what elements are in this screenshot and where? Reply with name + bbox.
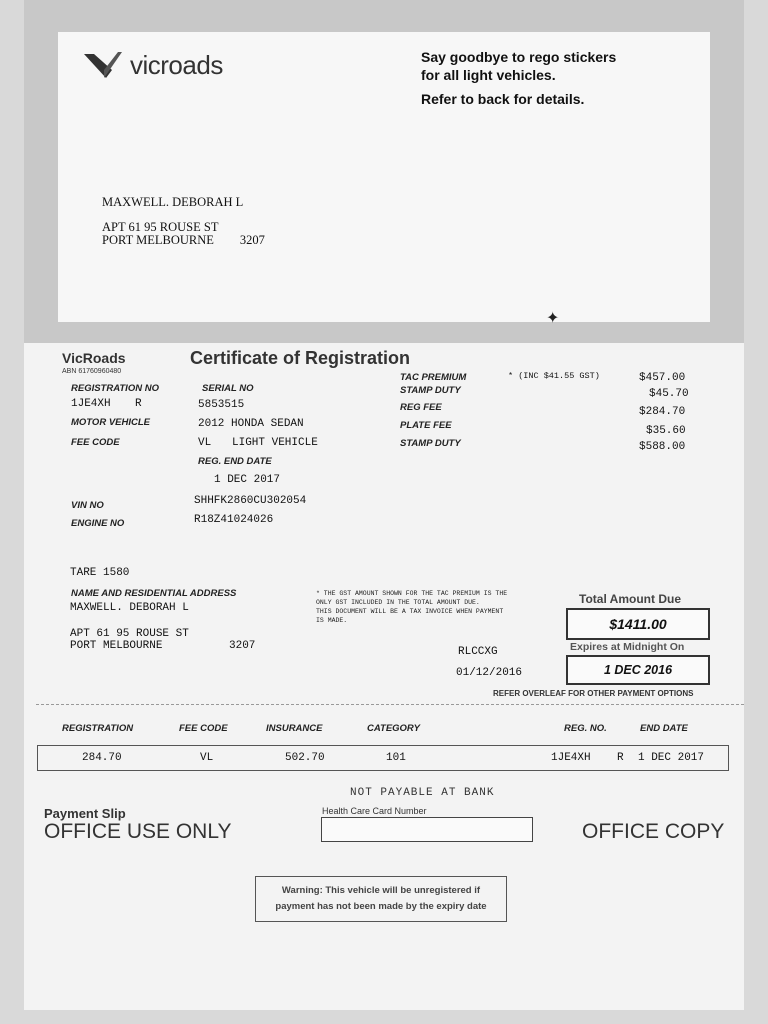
vicroads-logo <box>82 48 223 82</box>
vicroads-logo-icon <box>82 48 126 82</box>
gst-note-line: ONLY GST INCLUDED IN THE TOTAL AMOUNT DUE. <box>316 599 480 606</box>
slip-header-insurance: INSURANCE <box>266 723 323 734</box>
logo-text: vicroads <box>130 49 223 80</box>
registration-suffix: R <box>135 398 142 410</box>
health-care-card-field[interactable] <box>321 817 533 842</box>
total-amount-label: Total Amount Due <box>579 592 681 606</box>
warning-line: Warning: This vehicle will be unregistered if <box>281 885 481 896</box>
mailing-address <box>102 196 265 247</box>
serial-no-label: SERIAL NO <box>202 383 254 394</box>
fee-code-description: LIGHT VEHICLE <box>232 437 318 449</box>
address-window <box>58 32 710 327</box>
slip-registration: 284.70 <box>82 752 122 764</box>
payment-date: 01/12/2016 <box>456 667 523 679</box>
vin-label: VIN NO <box>71 500 104 511</box>
tac-gst-note: * (INC $41.55 GST) <box>508 371 600 381</box>
slip-header-fee-code: FEE CODE <box>179 723 228 734</box>
promo-line: for all light vehicles. <box>421 67 556 83</box>
slip-insurance: 502.70 <box>285 752 325 764</box>
slip-header-end-date: END DATE <box>640 723 688 734</box>
vin-no: SHHFK2860CU302054 <box>194 495 307 507</box>
promo-message <box>421 48 616 108</box>
fee-code-label: FEE CODE <box>71 437 120 448</box>
office-copy: OFFICE COPY <box>582 820 725 843</box>
not-payable-notice: NOT PAYABLE AT BANK <box>350 787 495 799</box>
slip-header-registration: REGISTRATION <box>62 723 134 734</box>
reg-fee: $284.70 <box>639 406 686 418</box>
payment-code: RLCCXG <box>458 646 498 658</box>
slip-header-category: CATEGORY <box>367 723 420 734</box>
expires-label: Expires at Midnight On <box>570 641 685 653</box>
mailing-suburb: PORT MELBOURNE <box>102 233 214 247</box>
slip-fee-code: VL <box>200 752 214 764</box>
plate-fee: $35.60 <box>646 425 686 437</box>
stamp-duty-label: STAMP DUTY <box>400 385 461 396</box>
registration-no: 1JE4XH <box>71 398 111 410</box>
owner-postcode: 3207 <box>229 640 256 652</box>
tac-premium: $457.00 <box>639 372 686 384</box>
fee-code: VL <box>198 437 212 449</box>
warning-line: payment has not been made by the expiry date <box>275 901 487 912</box>
registration-no-label: REGISTRATION NO <box>71 383 159 394</box>
ink-mark-icon: ✦ <box>546 310 560 327</box>
tear-line <box>36 704 744 705</box>
stamp-duty: $45.70 <box>649 388 689 400</box>
org-name: VicRoads <box>62 350 126 366</box>
reg-fee-label: REG FEE <box>400 402 442 413</box>
gst-note-line: IS MADE. <box>316 617 348 624</box>
promo-line: Refer to back for details. <box>421 91 585 107</box>
owner-name: MAXWELL. DEBORAH L <box>70 602 189 614</box>
owner-suburb: PORT MELBOURNE <box>70 640 163 652</box>
engine-no-label: ENGINE NO <box>71 518 125 529</box>
stamp-duty-2-label: STAMP DUTY <box>400 438 461 449</box>
health-care-card-label: Health Care Card Number <box>322 806 427 816</box>
unregistered-warning <box>255 876 507 922</box>
motor-vehicle-label: MOTOR VEHICLE <box>71 417 150 428</box>
envelope-band <box>24 0 744 343</box>
slip-category: 101 <box>386 752 406 764</box>
promo-line: Say goodbye to rego stickers <box>421 49 617 65</box>
slip-reg-no: 1JE4XH R <box>551 752 624 764</box>
gst-note-line: * THE GST AMOUNT SHOWN FOR THE TAC PREMIUM IS THE <box>316 590 508 597</box>
slip-end-date: 1 DEC 2017 <box>638 752 705 764</box>
engine-no: R18Z41024026 <box>194 514 274 526</box>
tare: TARE 1580 <box>70 567 130 579</box>
tac-premium-label: TAC PREMIUM <box>400 372 467 383</box>
payment-slip-label: Payment Slip <box>44 806 126 821</box>
plate-fee-label: PLATE FEE <box>400 420 452 431</box>
mailing-postcode: 3207 <box>239 233 265 247</box>
name-address-label: NAME AND RESIDENTIAL ADDRESS <box>71 588 237 599</box>
gst-note <box>316 589 507 625</box>
motor-vehicle: 2012 HONDA SEDAN <box>198 418 304 430</box>
reg-end-date: 1 DEC 2017 <box>214 474 281 486</box>
reg-end-date-label: REG. END DATE <box>198 456 272 467</box>
refer-overleaf: REFER OVERLEAF FOR OTHER PAYMENT OPTIONS <box>493 689 694 698</box>
expiry-date: 1 DEC 2016 <box>566 655 710 685</box>
total-amount: $1411.00 <box>566 608 710 640</box>
serial-no: 5853515 <box>198 399 245 411</box>
slip-header-reg-no: REG. NO. <box>564 723 607 734</box>
office-use-only: OFFICE USE ONLY <box>44 820 232 843</box>
certificate-title: Certificate of Registration <box>190 348 411 368</box>
registration-document <box>24 0 744 1010</box>
mailing-name: MAXWELL. DEBORAH L <box>102 195 244 209</box>
mailing-street: APT 61 95 ROUSE ST <box>102 220 219 234</box>
gst-note-line: THIS DOCUMENT WILL BE A TAX INVOICE WHEN PAYMENT <box>316 608 504 615</box>
owner-street: APT 61 95 ROUSE ST <box>70 628 189 640</box>
slip-values-row <box>37 745 729 771</box>
abn: ABN 61760960480 <box>62 368 122 375</box>
stamp-duty-2: $588.00 <box>639 441 686 453</box>
